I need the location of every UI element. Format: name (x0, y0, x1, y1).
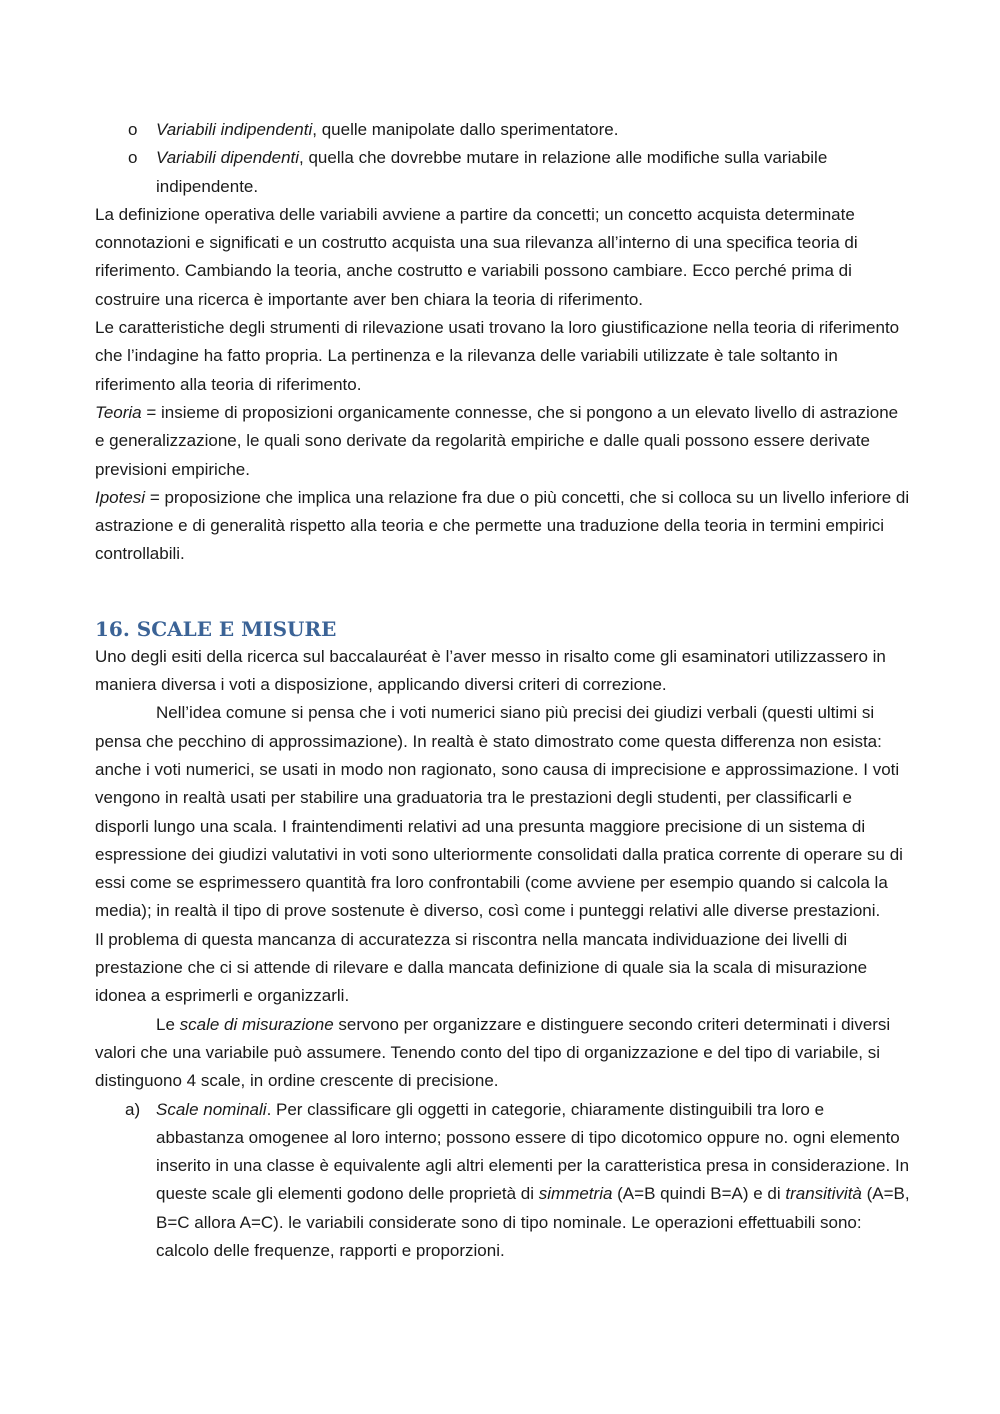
section-heading: 16. SCALE E MISURE (95, 616, 337, 641)
term-variabili-indipendenti: Variabili indipendenti (156, 120, 313, 139)
term-ipotesi: Ipotesi (95, 487, 146, 507)
text-span: (A=B, B=C allora A=C). le variabili considerate sono di tipo nominale. Le operazioni effettuabili sono: calcolo delle frequenze, rapporti e proporzioni. (156, 1184, 910, 1260)
term-variabili-dipendenti: Variabili dipendenti (156, 148, 300, 168)
paragraph-accuratezza: Il problema di questa mancanza di accuratezza si riscontra nella mancata individuazione dei livelli di prestazione che ci si attende di rilevare e dalla mancata definizione di quale sia la scala di misurazione idonea a esprimerli e organizzarli. (95, 929, 868, 1006)
term-scale-nominali: Scale nominali (156, 1099, 267, 1119)
paragraph-teoria (95, 399, 910, 484)
text-span: (A=B quindi B=A) e di (612, 1184, 786, 1204)
paragraph-strumenti-rilevazione: Le caratteristiche degli strumenti di rilevazione usati trovano la loro giustificazione nella teoria di riferimento che l’indagine ha fatto propria. La pertinenza e la rilevanza delle variabili utilizzate è tale soltanto in riferimento alla teoria di riferimento. (95, 318, 900, 394)
paragraph-voti-numerici: Nell’idea comune si pensa che i voti numerici siano più precisi dei giudizi verbali (questi ultimi si pensa che pecchino di approssimazione). In realtà è stato dimostrato come questa differenza non esista: anche i voti numerici, se usati in modo non ragionato, sono causa di imprecisione e approssimazione. I voti vengono in realtà usati per stabilire una graduatoria tra le prestazioni degli studenti, per classificarli e disporli lungo una scala. I fraintendimenti relativi ad una presunta maggiore precisione di un sistema di espressione dei giudizi valutativi in voti sono ulteriormente consolidati dalla pratica corrente di operare su di essi come se esprimessero quantità fra loro confrontabili (come avviene per esempio quando si calcola la media); in realtà il tipo di prove sostenute è diverso, così come i punteggi relativi alle diverse prestazioni. (95, 703, 903, 921)
text-span: Le (156, 1014, 180, 1034)
text-span: . Per classificare gli oggetti in categorie, chiaramente distinguibili tra loro e abbastanza omogenee al loro interno; possono essere di tipo dicotomico oppure no. ogni elemento inserito in una classe è equivalente agli altri elementi per la caratteristica presa in considerazione. In queste scale gli elementi godono delle proprietà di (156, 1099, 910, 1204)
list-marker: a) (125, 1099, 141, 1119)
paragraph-ipotesi (95, 484, 910, 569)
list-item-text: , quelle manipolate dallo sperimentatore. (312, 120, 619, 139)
list-item-text: , quella che dovrebbe mutare in relazione alle modifiche sulla variabile indipendente. (156, 148, 828, 196)
variable-types-list (95, 116, 910, 201)
bullet-marker: o (128, 148, 138, 168)
paragraph-definizione-operativa: La definizione operativa delle variabili avviene a partire da concetti; un concetto acquista determinate connotazioni e significati e un costrutto acquista una sua rilevanza all’interno di una specifica teoria di riferimento. Cambiando la teoria, anche costrutto e variabili possono cambiare. Ecco perché prima di costruire una ricerca è importante aver ben chiara la teoria di riferimento. (95, 204, 858, 309)
term-teoria: Teoria (95, 402, 142, 422)
scales-list (95, 1096, 910, 1266)
definition-ipotesi: = proposizione che implica una relazione fra due o più concetti, che si colloca su un livello inferiore di astrazione e di generalità rispetto alla teoria e che permette una traduzione della teoria in termini empirici controllabili. (95, 487, 910, 564)
list-item-scale-nominali (95, 1096, 910, 1266)
paragraph-baccalaureat: Uno degli esiti della ricerca sul baccalauréat è l’aver messo in risalto come gli esaminatori utilizzassero in maniera diversa i voti a disposizione, applicando diversi criteri di correzione. (95, 646, 886, 695)
term-simmetria: simmetria (538, 1184, 613, 1204)
paragraph-scale-misurazione (95, 1011, 910, 1096)
term-scale-di-misurazione: scale di misurazione (179, 1014, 334, 1034)
bullet-marker: o (128, 120, 138, 139)
text-span: servono per organizzare e distinguere secondo criteri determinati i diversi valori che una variabile può assumere. Tenendo conto del tipo di organizzazione e del tipo di variabile, si distinguono 4 scale, in ordine crescente di precisione. (95, 1014, 891, 1091)
definition-teoria: = insieme di proposizioni organicamente connesse, che si pongono a un elevato livello di astrazione e generalizzazione, le quali sono derivate da regolarità empiriche e dalle quali possono essere derivate previsioni empiriche. (95, 402, 899, 479)
list-item (95, 116, 910, 144)
list-item (95, 144, 910, 201)
term-transitivita: transitività (785, 1184, 862, 1204)
